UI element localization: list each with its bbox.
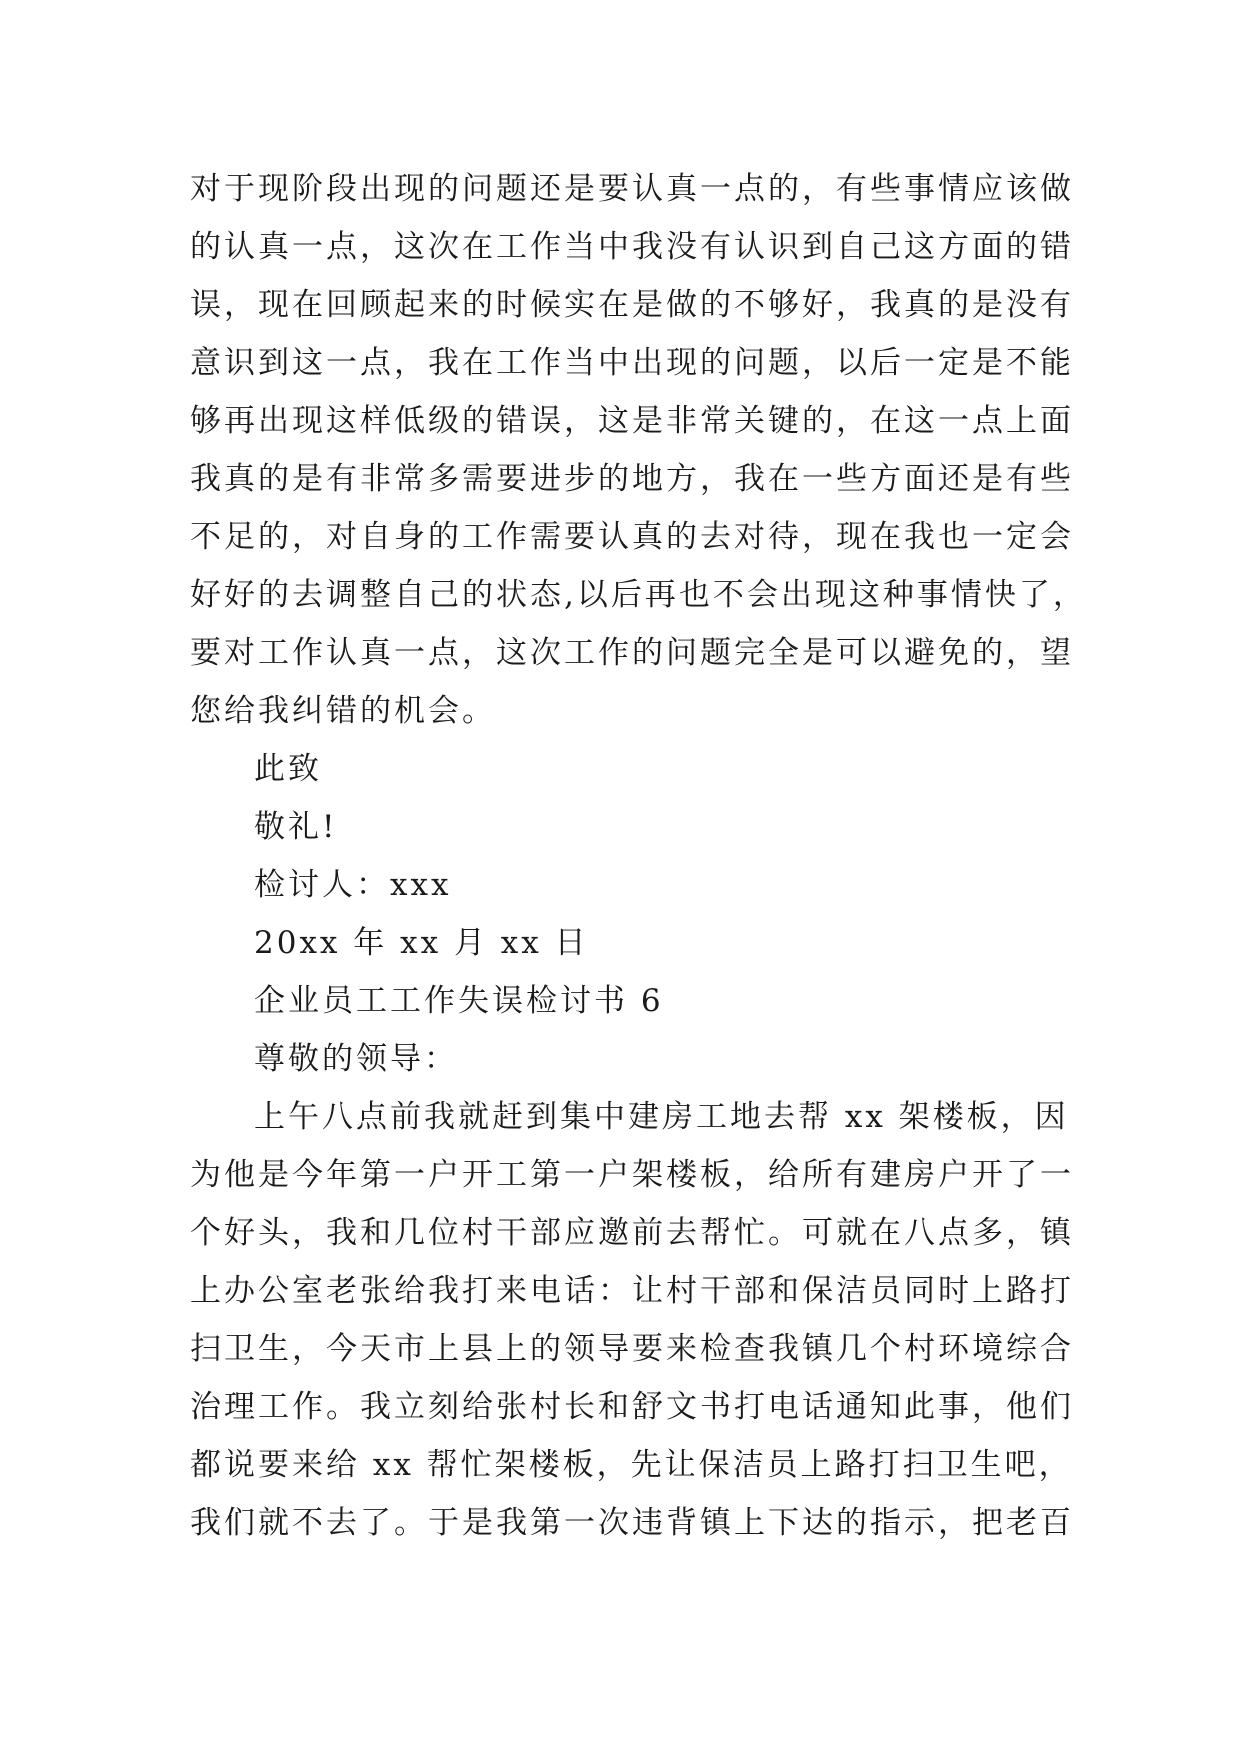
section-title: 企业员工工作失误检讨书 6 [254,983,664,1019]
date-line: 20xx 年 xx 月 xx 日 [254,925,589,961]
text-line: 您给我纠错的机会。 [190,693,496,729]
closing-line: 此致 [254,751,322,787]
text-line: 的认真一点，这次在工作当中我没有认识到自己这方面的错 [190,229,1074,265]
text-line: 好好的去调整自己的状态,以后再也不会出现这种事情快了， [190,577,1087,613]
text-line: 不足的，对自身的工作需要认真的去对待，现在我也一定会 [190,519,1074,555]
text-line: 治理工作。我立刻给张村长和舒文书打电话通知此事，他们 [190,1389,1074,1425]
document-body [190,160,1087,1552]
text-line: 我们就不去了。于是我第一次违背镇上下达的指示，把老百 [190,1505,1074,1541]
author-line: 检讨人：xxx [254,867,452,903]
text-line: 够再出现这样低级的错误，这是非常关键的，在这一点上面 [190,403,1074,439]
text-line: 上办公室老张给我打来电话：让村干部和保洁员同时上路打 [190,1273,1074,1309]
text-line: 意识到这一点，我在工作当中出现的问题，以后一定是不能 [190,345,1074,381]
text-line: 为他是今年第一户开工第一户架楼板，给所有建房户开了一 [190,1157,1074,1193]
text-line: 个好头，我和几位村干部应邀前去帮忙。可就在八点多，镇 [190,1215,1074,1251]
text-line: 都说要来给 xx 帮忙架楼板，先让保洁员上路打扫卫生吧， [190,1447,1073,1483]
text-line: 误，现在回顾起来的时候实在是做的不够好，我真的是没有 [190,287,1074,323]
text-line: 我真的是有非常多需要进步的地方，我在一些方面还是有些 [190,461,1074,497]
text-line: 对于现阶段出现的问题还是要认真一点的，有些事情应该做 [190,171,1074,207]
text-line: 要对工作认真一点，这次工作的问题完全是可以避免的，望 [190,635,1074,671]
text-line: 上午八点前我就赶到集中建房工地去帮 xx 架楼板，因 [254,1099,1069,1135]
greeting-line: 尊敬的领导： [254,1041,458,1077]
text-line: 扫卫生，今天市上县上的领导要来检查我镇几个村环境综合 [190,1331,1074,1367]
salute-line: 敬礼! [254,809,338,845]
